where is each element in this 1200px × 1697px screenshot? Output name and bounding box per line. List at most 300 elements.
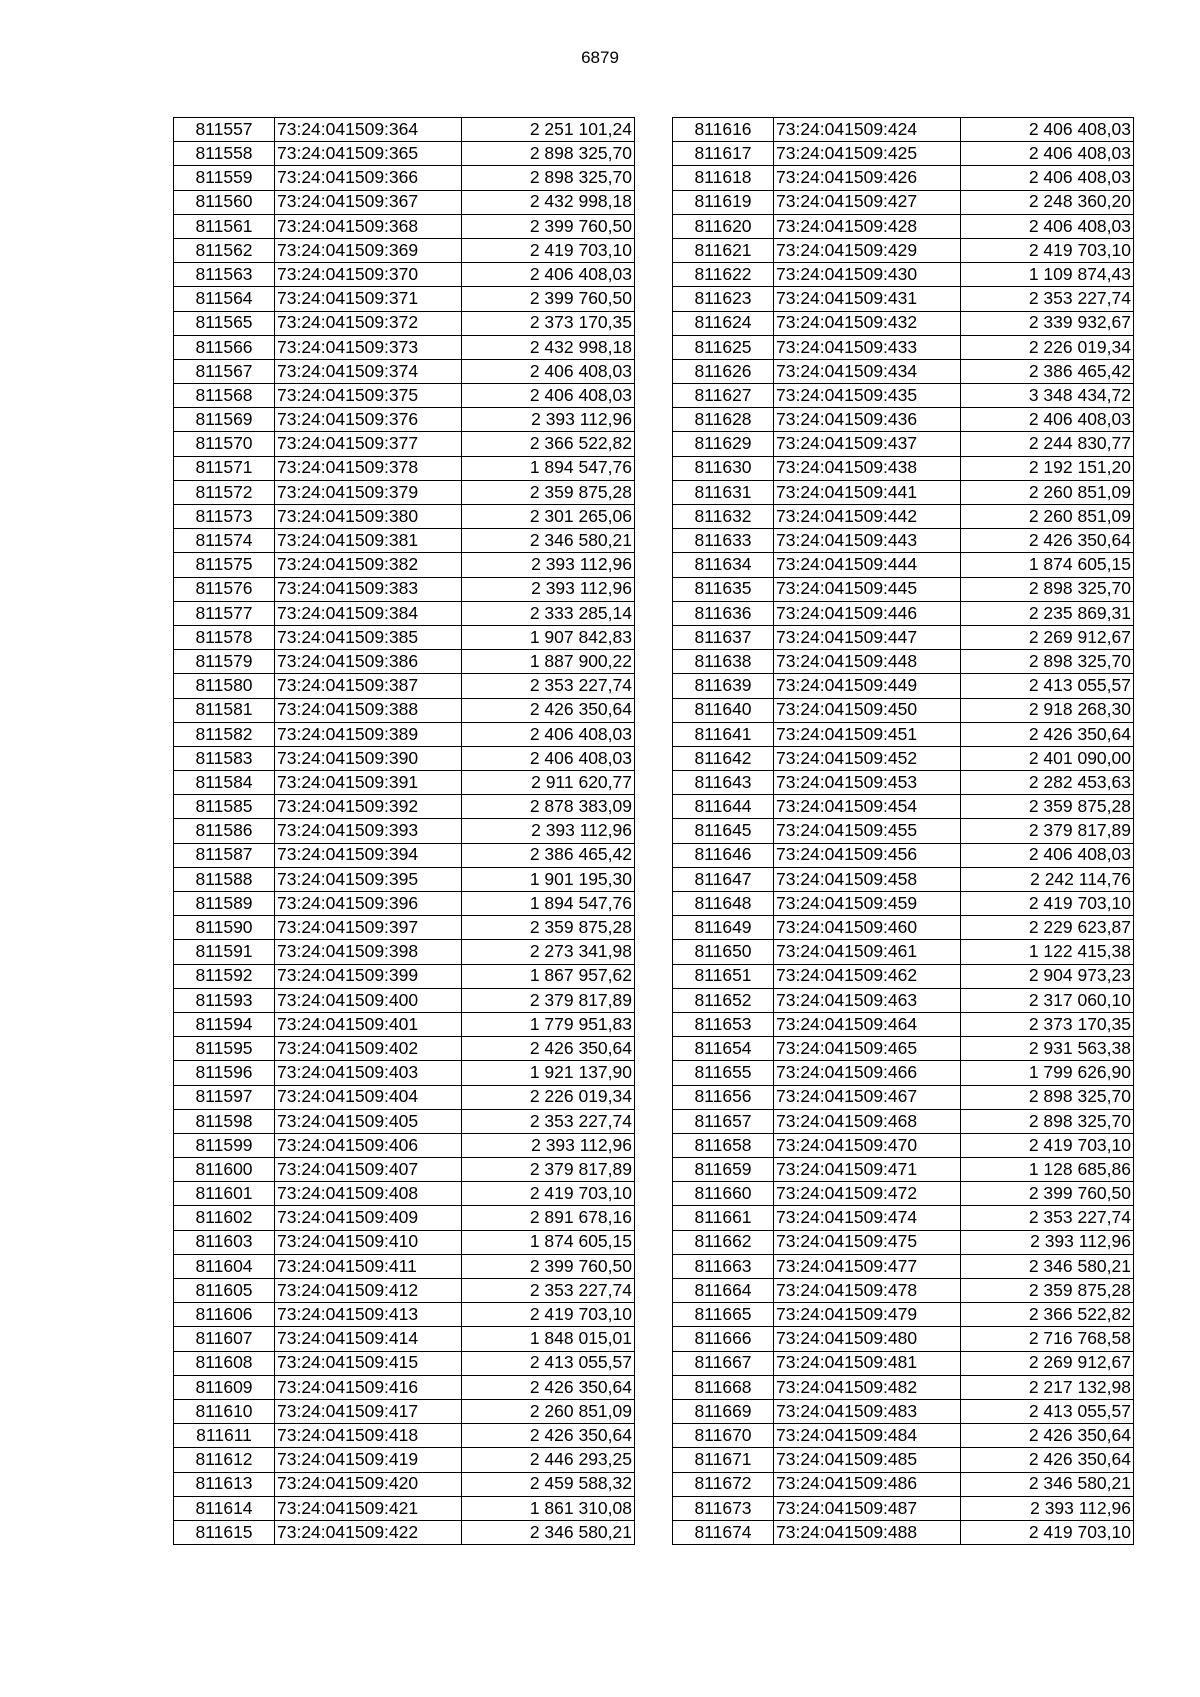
cadastral-number-cell: 73:24:041509:459	[774, 892, 961, 916]
table-row	[673, 287, 1134, 311]
cadastral-number-cell: 73:24:041509:399	[275, 964, 462, 988]
row-number-cell: 811643	[673, 771, 774, 795]
row-number-cell: 811622	[673, 263, 774, 287]
value-cell: 2 248 360,20	[961, 190, 1134, 214]
value-cell: 2 878 383,09	[462, 795, 635, 819]
table-row	[174, 505, 635, 529]
row-number-cell: 811635	[673, 577, 774, 601]
cadastral-number-cell: 73:24:041509:389	[275, 722, 462, 746]
value-cell: 1 122 415,38	[961, 940, 1134, 964]
table-row	[673, 577, 1134, 601]
row-number-cell: 811571	[174, 456, 275, 480]
value-cell: 2 904 973,23	[961, 964, 1134, 988]
cadastral-number-cell: 73:24:041509:390	[275, 746, 462, 770]
value-cell: 2 353 227,74	[961, 1206, 1134, 1230]
cadastral-number-cell: 73:24:041509:461	[774, 940, 961, 964]
table-row	[673, 408, 1134, 432]
value-cell: 2 426 350,64	[462, 698, 635, 722]
table-row	[174, 843, 635, 867]
cadastral-number-cell: 73:24:041509:410	[275, 1230, 462, 1254]
cadastral-number-cell: 73:24:041509:408	[275, 1182, 462, 1206]
row-number-cell: 811601	[174, 1182, 275, 1206]
value-cell: 2 419 703,10	[462, 1182, 635, 1206]
value-cell: 2 716 768,58	[961, 1327, 1134, 1351]
cadastral-number-cell: 73:24:041509:479	[774, 1303, 961, 1327]
table-row	[174, 1279, 635, 1303]
cadastral-number-cell: 73:24:041509:391	[275, 771, 462, 795]
cadastral-number-cell: 73:24:041509:367	[275, 190, 462, 214]
table-row	[174, 238, 635, 262]
table-row	[673, 214, 1134, 238]
table-row	[673, 746, 1134, 770]
value-cell: 2 426 350,64	[462, 1424, 635, 1448]
cadastral-number-cell: 73:24:041509:478	[774, 1279, 961, 1303]
table-row	[174, 142, 635, 166]
cadastral-number-cell: 73:24:041509:394	[275, 843, 462, 867]
value-cell: 2 260 851,09	[961, 480, 1134, 504]
table-row	[174, 335, 635, 359]
table-row	[673, 867, 1134, 891]
value-cell: 1 128 685,86	[961, 1158, 1134, 1182]
cadastral-number-cell: 73:24:041509:400	[275, 988, 462, 1012]
row-number-cell: 811644	[673, 795, 774, 819]
cadastral-number-cell: 73:24:041509:431	[774, 287, 961, 311]
table-row	[174, 1037, 635, 1061]
value-cell: 2 393 112,96	[462, 577, 635, 601]
value-cell: 2 346 580,21	[462, 1520, 635, 1544]
row-number-cell: 811615	[174, 1520, 275, 1544]
row-number-cell: 811572	[174, 480, 275, 504]
table-row	[174, 1109, 635, 1133]
table-row	[673, 335, 1134, 359]
row-number-cell: 811592	[174, 964, 275, 988]
value-cell: 2 898 325,70	[462, 166, 635, 190]
value-cell: 2 419 703,10	[961, 238, 1134, 262]
row-number-cell: 811638	[673, 650, 774, 674]
table-row	[174, 892, 635, 916]
value-cell: 2 192 151,20	[961, 456, 1134, 480]
value-cell: 2 282 453,63	[961, 771, 1134, 795]
row-number-cell: 811623	[673, 287, 774, 311]
value-cell: 2 359 875,28	[462, 916, 635, 940]
table-row	[673, 892, 1134, 916]
cadastral-number-cell: 73:24:041509:465	[774, 1037, 961, 1061]
cadastral-number-cell: 73:24:041509:402	[275, 1037, 462, 1061]
row-number-cell: 811655	[673, 1061, 774, 1085]
value-cell: 2 406 408,03	[462, 384, 635, 408]
row-number-cell: 811557	[174, 118, 275, 142]
cadastral-number-cell: 73:24:041509:383	[275, 577, 462, 601]
value-cell: 2 931 563,38	[961, 1037, 1134, 1061]
cadastral-number-cell: 73:24:041509:366	[275, 166, 462, 190]
row-number-cell: 811650	[673, 940, 774, 964]
table-row	[673, 480, 1134, 504]
row-number-cell: 811605	[174, 1279, 275, 1303]
value-cell: 2 379 817,89	[961, 819, 1134, 843]
table-row	[174, 1448, 635, 1472]
value-cell: 2 339 932,67	[961, 311, 1134, 335]
table-row	[174, 698, 635, 722]
page-number: 6879	[581, 48, 619, 67]
table-row	[174, 1496, 635, 1520]
value-cell: 2 346 580,21	[961, 1472, 1134, 1496]
value-cell: 2 399 760,50	[462, 1254, 635, 1278]
row-number-cell: 811657	[673, 1109, 774, 1133]
cadastral-number-cell: 73:24:041509:446	[774, 601, 961, 625]
table-row	[174, 118, 635, 142]
row-number-cell: 811602	[174, 1206, 275, 1230]
row-number-cell: 811667	[673, 1351, 774, 1375]
cadastral-number-cell: 73:24:041509:364	[275, 118, 462, 142]
row-number-cell: 811609	[174, 1375, 275, 1399]
value-cell: 2 446 293,25	[462, 1448, 635, 1472]
table-row	[174, 746, 635, 770]
table-row	[174, 940, 635, 964]
table-row	[673, 1472, 1134, 1496]
table-row	[673, 142, 1134, 166]
row-number-cell: 811604	[174, 1254, 275, 1278]
value-cell: 2 406 408,03	[462, 746, 635, 770]
value-cell: 2 432 998,18	[462, 190, 635, 214]
value-cell: 2 393 112,96	[462, 553, 635, 577]
row-number-cell: 811603	[174, 1230, 275, 1254]
value-cell: 2 413 055,57	[961, 674, 1134, 698]
value-cell: 2 373 170,35	[462, 311, 635, 335]
row-number-cell: 811578	[174, 625, 275, 649]
cadastral-number-cell: 73:24:041509:380	[275, 505, 462, 529]
row-number-cell: 811559	[174, 166, 275, 190]
table-row	[174, 1254, 635, 1278]
value-cell: 2 898 325,70	[961, 577, 1134, 601]
row-number-cell: 811626	[673, 359, 774, 383]
table-row	[174, 1472, 635, 1496]
table-row	[673, 819, 1134, 843]
value-cell: 2 898 325,70	[961, 1109, 1134, 1133]
value-cell: 2 399 760,50	[961, 1182, 1134, 1206]
table-row	[673, 988, 1134, 1012]
value-cell: 2 426 350,64	[961, 529, 1134, 553]
row-number-cell: 811564	[174, 287, 275, 311]
cadastral-number-cell: 73:24:041509:466	[774, 1061, 961, 1085]
table-row	[673, 1254, 1134, 1278]
cadastral-number-cell: 73:24:041509:396	[275, 892, 462, 916]
value-cell: 2 373 170,35	[961, 1012, 1134, 1036]
value-cell: 2 226 019,34	[462, 1085, 635, 1109]
row-number-cell: 811579	[174, 650, 275, 674]
cadastral-number-cell: 73:24:041509:409	[275, 1206, 462, 1230]
table-row	[174, 1061, 635, 1085]
value-cell: 2 226 019,34	[961, 335, 1134, 359]
cadastral-number-cell: 73:24:041509:445	[774, 577, 961, 601]
table-row	[673, 1012, 1134, 1036]
row-number-cell: 811561	[174, 214, 275, 238]
row-number-cell: 811577	[174, 601, 275, 625]
table-row	[174, 456, 635, 480]
table-row	[673, 1085, 1134, 1109]
value-cell: 1 901 195,30	[462, 867, 635, 891]
table-row	[673, 601, 1134, 625]
table-row	[673, 1133, 1134, 1157]
value-cell: 2 269 912,67	[961, 1351, 1134, 1375]
value-cell: 2 359 875,28	[961, 1279, 1134, 1303]
cadastral-number-cell: 73:24:041509:388	[275, 698, 462, 722]
cadastral-number-cell: 73:24:041509:480	[774, 1327, 961, 1351]
cadastral-number-cell: 73:24:041509:448	[774, 650, 961, 674]
cadastral-number-cell: 73:24:041509:436	[774, 408, 961, 432]
left-table-body	[174, 118, 635, 1545]
row-number-cell: 811648	[673, 892, 774, 916]
table-row	[673, 1061, 1134, 1085]
cadastral-number-cell: 73:24:041509:369	[275, 238, 462, 262]
value-cell: 1 894 547,76	[462, 456, 635, 480]
cadastral-number-cell: 73:24:041509:378	[275, 456, 462, 480]
cadastral-number-cell: 73:24:041509:375	[275, 384, 462, 408]
table-row	[673, 1279, 1134, 1303]
table-row	[174, 1085, 635, 1109]
cadastral-number-cell: 73:24:041509:427	[774, 190, 961, 214]
value-cell: 2 379 817,89	[462, 988, 635, 1012]
table-row	[174, 1520, 635, 1544]
row-number-cell: 811619	[673, 190, 774, 214]
cadastral-number-cell: 73:24:041509:460	[774, 916, 961, 940]
cadastral-number-cell: 73:24:041509:472	[774, 1182, 961, 1206]
cadastral-number-cell: 73:24:041509:430	[774, 263, 961, 287]
value-cell: 2 244 830,77	[961, 432, 1134, 456]
cadastral-number-cell: 73:24:041509:422	[275, 1520, 462, 1544]
value-cell: 2 413 055,57	[462, 1351, 635, 1375]
value-cell: 2 353 227,74	[462, 1279, 635, 1303]
value-cell: 1 861 310,08	[462, 1496, 635, 1520]
row-number-cell: 811570	[174, 432, 275, 456]
value-cell: 2 393 112,96	[961, 1496, 1134, 1520]
row-number-cell: 811596	[174, 1061, 275, 1085]
value-cell: 1 779 951,83	[462, 1012, 635, 1036]
table-row	[174, 650, 635, 674]
row-number-cell: 811584	[174, 771, 275, 795]
row-number-cell: 811610	[174, 1399, 275, 1423]
table-row	[673, 940, 1134, 964]
value-cell: 2 432 998,18	[462, 335, 635, 359]
table-row	[174, 722, 635, 746]
row-number-cell: 811653	[673, 1012, 774, 1036]
table-row	[174, 1133, 635, 1157]
cadastral-number-cell: 73:24:041509:434	[774, 359, 961, 383]
row-number-cell: 811647	[673, 867, 774, 891]
value-cell: 2 273 341,98	[462, 940, 635, 964]
table-row	[673, 166, 1134, 190]
row-number-cell: 811589	[174, 892, 275, 916]
cadastral-number-cell: 73:24:041509:464	[774, 1012, 961, 1036]
table-row	[673, 311, 1134, 335]
cadastral-number-cell: 73:24:041509:467	[774, 1085, 961, 1109]
table-row	[174, 287, 635, 311]
value-cell: 2 426 350,64	[462, 1037, 635, 1061]
value-cell: 2 260 851,09	[462, 1399, 635, 1423]
cadastral-number-cell: 73:24:041509:416	[275, 1375, 462, 1399]
row-number-cell: 811673	[673, 1496, 774, 1520]
cadastral-number-cell: 73:24:041509:403	[275, 1061, 462, 1085]
row-number-cell: 811627	[673, 384, 774, 408]
table-row	[174, 867, 635, 891]
cadastral-number-cell: 73:24:041509:368	[275, 214, 462, 238]
row-number-cell: 811625	[673, 335, 774, 359]
cadastral-number-cell: 73:24:041509:454	[774, 795, 961, 819]
table-row	[174, 964, 635, 988]
cadastral-number-cell: 73:24:041509:379	[275, 480, 462, 504]
row-number-cell: 811624	[673, 311, 774, 335]
row-number-cell: 811612	[174, 1448, 275, 1472]
table-row	[174, 1424, 635, 1448]
table-row	[174, 359, 635, 383]
value-cell: 2 918 268,30	[961, 698, 1134, 722]
table-row	[673, 771, 1134, 795]
row-number-cell: 811586	[174, 819, 275, 843]
cadastral-number-cell: 73:24:041509:432	[774, 311, 961, 335]
value-cell: 2 406 408,03	[961, 408, 1134, 432]
table-row	[673, 505, 1134, 529]
table-row	[673, 1037, 1134, 1061]
cadastral-number-cell: 73:24:041509:371	[275, 287, 462, 311]
row-number-cell: 811621	[673, 238, 774, 262]
row-number-cell: 811662	[673, 1230, 774, 1254]
table-row	[174, 263, 635, 287]
row-number-cell: 811607	[174, 1327, 275, 1351]
table-row	[673, 1158, 1134, 1182]
value-cell: 1 109 874,43	[961, 263, 1134, 287]
cadastral-number-cell: 73:24:041509:405	[275, 1109, 462, 1133]
cadastral-number-cell: 73:24:041509:421	[275, 1496, 462, 1520]
left-table	[173, 117, 635, 1545]
value-cell: 2 393 112,96	[961, 1230, 1134, 1254]
table-row	[673, 795, 1134, 819]
table-row	[673, 1109, 1134, 1133]
table-row	[673, 1496, 1134, 1520]
row-number-cell: 811598	[174, 1109, 275, 1133]
row-number-cell: 811669	[673, 1399, 774, 1423]
table-row	[673, 456, 1134, 480]
table-row	[673, 698, 1134, 722]
row-number-cell: 811633	[673, 529, 774, 553]
row-number-cell: 811595	[174, 1037, 275, 1061]
value-cell: 2 235 869,31	[961, 601, 1134, 625]
value-cell: 2 393 112,96	[462, 408, 635, 432]
cadastral-number-cell: 73:24:041509:486	[774, 1472, 961, 1496]
table-row	[673, 625, 1134, 649]
cadastral-number-cell: 73:24:041509:471	[774, 1158, 961, 1182]
cadastral-number-cell: 73:24:041509:413	[275, 1303, 462, 1327]
table-row	[174, 795, 635, 819]
cadastral-number-cell: 73:24:041509:374	[275, 359, 462, 383]
cadastral-number-cell: 73:24:041509:370	[275, 263, 462, 287]
row-number-cell: 811565	[174, 311, 275, 335]
table-row	[174, 1012, 635, 1036]
row-number-cell: 811567	[174, 359, 275, 383]
cadastral-number-cell: 73:24:041509:456	[774, 843, 961, 867]
cadastral-number-cell: 73:24:041509:443	[774, 529, 961, 553]
value-cell: 2 898 325,70	[961, 650, 1134, 674]
cadastral-number-cell: 73:24:041509:382	[275, 553, 462, 577]
row-number-cell: 811560	[174, 190, 275, 214]
row-number-cell: 811582	[174, 722, 275, 746]
row-number-cell: 811568	[174, 384, 275, 408]
value-cell: 2 393 112,96	[462, 819, 635, 843]
table-row	[673, 384, 1134, 408]
cadastral-number-cell: 73:24:041509:417	[275, 1399, 462, 1423]
table-row	[174, 1399, 635, 1423]
table-row	[174, 311, 635, 335]
cadastral-number-cell: 73:24:041509:415	[275, 1351, 462, 1375]
cadastral-number-cell: 73:24:041509:453	[774, 771, 961, 795]
cadastral-number-cell: 73:24:041509:386	[275, 650, 462, 674]
cadastral-number-cell: 73:24:041509:418	[275, 1424, 462, 1448]
row-number-cell: 811654	[673, 1037, 774, 1061]
table-row	[174, 771, 635, 795]
cadastral-number-cell: 73:24:041509:385	[275, 625, 462, 649]
table-row	[673, 964, 1134, 988]
row-number-cell: 811581	[174, 698, 275, 722]
value-cell: 1 921 137,90	[462, 1061, 635, 1085]
value-cell: 2 379 817,89	[462, 1158, 635, 1182]
cadastral-number-cell: 73:24:041509:449	[774, 674, 961, 698]
row-number-cell: 811576	[174, 577, 275, 601]
value-cell: 2 242 114,76	[961, 867, 1134, 891]
table-row	[174, 1206, 635, 1230]
row-number-cell: 811670	[673, 1424, 774, 1448]
cadastral-number-cell: 73:24:041509:412	[275, 1279, 462, 1303]
row-number-cell: 811597	[174, 1085, 275, 1109]
table-row	[673, 1351, 1134, 1375]
cadastral-number-cell: 73:24:041509:470	[774, 1133, 961, 1157]
cadastral-number-cell: 73:24:041509:437	[774, 432, 961, 456]
row-number-cell: 811658	[673, 1133, 774, 1157]
row-number-cell: 811587	[174, 843, 275, 867]
table-row	[673, 1520, 1134, 1544]
value-cell: 2 406 408,03	[961, 118, 1134, 142]
value-cell: 2 406 408,03	[961, 214, 1134, 238]
value-cell: 2 359 875,28	[462, 480, 635, 504]
table-row	[174, 432, 635, 456]
cadastral-number-cell: 73:24:041509:481	[774, 1351, 961, 1375]
table-row	[174, 1158, 635, 1182]
cadastral-number-cell: 73:24:041509:482	[774, 1375, 961, 1399]
value-cell: 2 406 408,03	[961, 166, 1134, 190]
cadastral-number-cell: 73:24:041509:425	[774, 142, 961, 166]
row-number-cell: 811606	[174, 1303, 275, 1327]
table-row	[174, 1327, 635, 1351]
cadastral-number-cell: 73:24:041509:452	[774, 746, 961, 770]
value-cell: 2 317 060,10	[961, 988, 1134, 1012]
cadastral-number-cell: 73:24:041509:477	[774, 1254, 961, 1278]
value-cell: 2 406 408,03	[462, 722, 635, 746]
value-cell: 2 217 132,98	[961, 1375, 1134, 1399]
cadastral-number-cell: 73:24:041509:373	[275, 335, 462, 359]
row-number-cell: 811660	[673, 1182, 774, 1206]
cadastral-number-cell: 73:24:041509:395	[275, 867, 462, 891]
table-row	[174, 674, 635, 698]
row-number-cell: 811614	[174, 1496, 275, 1520]
table-row	[673, 553, 1134, 577]
row-number-cell: 811642	[673, 746, 774, 770]
table-row	[673, 1448, 1134, 1472]
row-number-cell: 811645	[673, 819, 774, 843]
table-row	[673, 1303, 1134, 1327]
row-number-cell: 811608	[174, 1351, 275, 1375]
row-number-cell: 811618	[673, 166, 774, 190]
cadastral-number-cell: 73:24:041509:398	[275, 940, 462, 964]
table-row	[673, 1399, 1134, 1423]
table-row	[673, 650, 1134, 674]
table-row	[673, 359, 1134, 383]
